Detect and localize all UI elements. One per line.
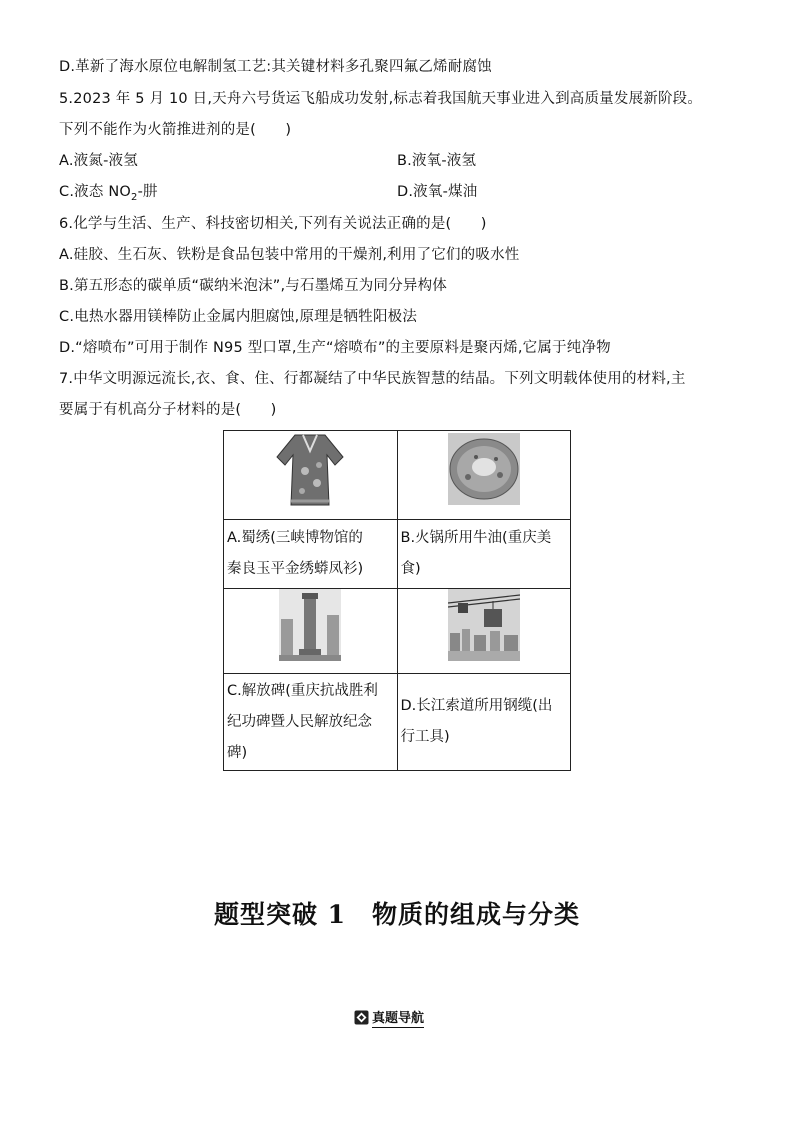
question-5-stem: 5.2023 年 5 月 10 日,天舟六号货运飞船成功发射,标志着我国航天事业进入到高质量发展新阶段。	[59, 91, 703, 107]
true-question-nav	[354, 1007, 424, 1028]
q5-option-d: D.液氧-煤油	[397, 184, 478, 200]
option-a-cell: A.蜀绣(三峡博物馆的 秦良玉平金绣蟒凤衫)	[224, 520, 398, 589]
cableway-image-cell	[397, 589, 571, 674]
question-7-stem-cont: 要属于有机高分子材料的是( )	[59, 402, 277, 418]
liberation-monument-image	[279, 589, 341, 661]
option-b-cell: B.火锅所用牛油(重庆美 食)	[397, 520, 571, 589]
section-title: 题型突破 1 物质的组成与分类	[213, 900, 581, 929]
q6-option-a: A.硅胶、生石灰、铁粉是食品包装中常用的干燥剂,利用了它们的吸水性	[59, 247, 520, 263]
q6-option-d: D.“熔喷布”可用于制作 N95 型口罩,生产“熔喷布”的主要原料是聚丙烯,它属于纯净物	[59, 340, 611, 356]
question-5-ask: 下列不能作为火箭推进剂的是( )	[59, 122, 292, 138]
option-c-cell: C.解放碑(重庆抗战胜利 纪功碑暨人民解放纪念 碑)	[224, 674, 398, 771]
q5-option-a: A.液氮-液氢	[59, 153, 138, 169]
hotpot-image	[446, 431, 522, 507]
robe-image-cell	[224, 431, 398, 520]
q6-option-b: B.第五形态的碳单质“碳纳米泡沫”,与石墨烯互为同分异构体	[59, 278, 447, 294]
q5-option-b: B.液氧-液氢	[397, 153, 477, 169]
question-7-stem: 7.中华文明源远流长,衣、食、住、行都凝结了中华民族智慧的结晶。下列文明载体使用的材料,主	[59, 371, 686, 387]
diamond-icon	[354, 1010, 369, 1025]
cableway-image	[448, 589, 520, 661]
hotpot-image-cell	[397, 431, 571, 520]
embroidered-robe-image	[275, 431, 345, 507]
q7-options-table	[223, 430, 571, 771]
q5-option-c: C.液态 $NO_2-$肼	[59, 184, 158, 203]
monument-image-cell	[224, 589, 398, 674]
question-6-stem: 6.化学与生活、生产、科技密切相关,下列有关说法正确的是( )	[59, 216, 487, 232]
option-d-cell: D.长江索道所用钢缆(出 行工具)	[397, 674, 571, 771]
option-d-prev: D.革新了海水原位电解制氢工艺:其关键材料多孔聚四氟乙烯耐腐蚀	[59, 59, 492, 75]
nav-label: 真题导航	[372, 1007, 424, 1028]
q6-option-c: C.电热水器用镁棒防止金属内胆腐蚀,原理是牺牲阳极法	[59, 309, 418, 325]
